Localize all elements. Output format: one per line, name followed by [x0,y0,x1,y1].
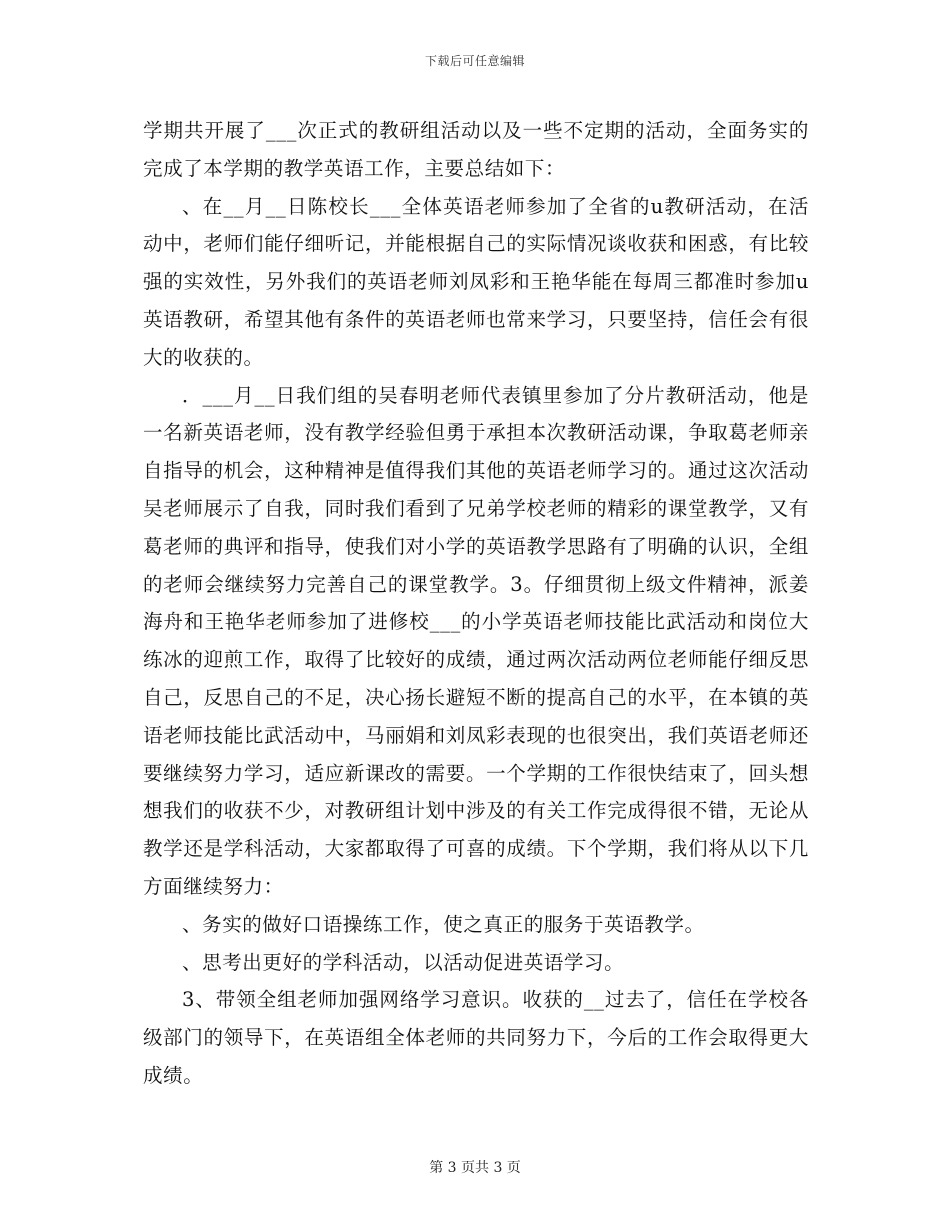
paragraph-plan-3: 3、带领全组老师加强网络学习意识。收获的__过去了，信任在学校各级部门的领导下，在英语组全体老师的共同努力下，今后的工作会取得更大成绩。 [143,988,809,1087]
paragraph-intro: 学期共开展了___次正式的教研组活动以及一些不定期的活动，全面务实的完成了本学期的教学英语工作，主要总结如下： [143,119,809,180]
paragraph-plan-1: 、务实的做好口语操练工作，使之真正的服务于英语教学。 [182,912,705,936]
paragraph-item-2: ．___月__日我们组的吴春明老师代表镇里参加了分片教研活动，他是一名新英语老师，没有教学经验但勇于承担本次教研活动课，争取葛老师亲自指导的机会，这种精神是值得我们其他的英语老师学习的。通过这次活动吴老师展示了自我，同时我们看到了兄弟学校老师的精彩的课堂教学，又有葛老师的典评和指导，使我们对小学的英语教学思路有了明确的认识，全组的老师会继续努力完善自己的课堂教学。3。仔细贯彻上级文件精神，派姜海舟和王艳华老师参加了进修校___的小学英语老师技能比武活动和岗位大练冰的迎煎工作，取得了比较好的成绩，通过两次活动两位老师能仔细反思自己，反思自己的不足，决心扬长避短不断的提高自己的水平，在本镇的英语老师技能比武活动中，马丽娟和刘凤彩表现的也很突出，我们英语老师还要继续努力学习，适应新课改的需要。一个学期的工作很快结束了，回头想想我们的收获不少，对教研组计划中涉及的有关工作完成得很不错，无论从教学还是学科活动，大家都取得了可喜的成绩。下个学期，我们将从以下几方面继续努力： [143,383,809,898]
paragraph-plan-2: 、思考出更好的学科活动，以活动促进英语学习。 [182,950,625,974]
page-number: 第 3 页共 3 页 [429,1160,521,1176]
page-header: 下载后可任意编辑 [424,54,525,68]
paragraph-item-1: 、在__月__日陈校长___全体英语老师参加了全省的u教研活动，在活动中，老师们能仔细听记，并能根据自己的实际情况谈收获和困惑，有比较强的实效性，另外我们的英语老师刘凤彩和王艳华能在每周三都准时参加u英语教研，希望其他有条件的英语老师也常来学习，只要坚持，信任会有很大的收获的。 [143,194,809,369]
document-body [143,112,809,1095]
